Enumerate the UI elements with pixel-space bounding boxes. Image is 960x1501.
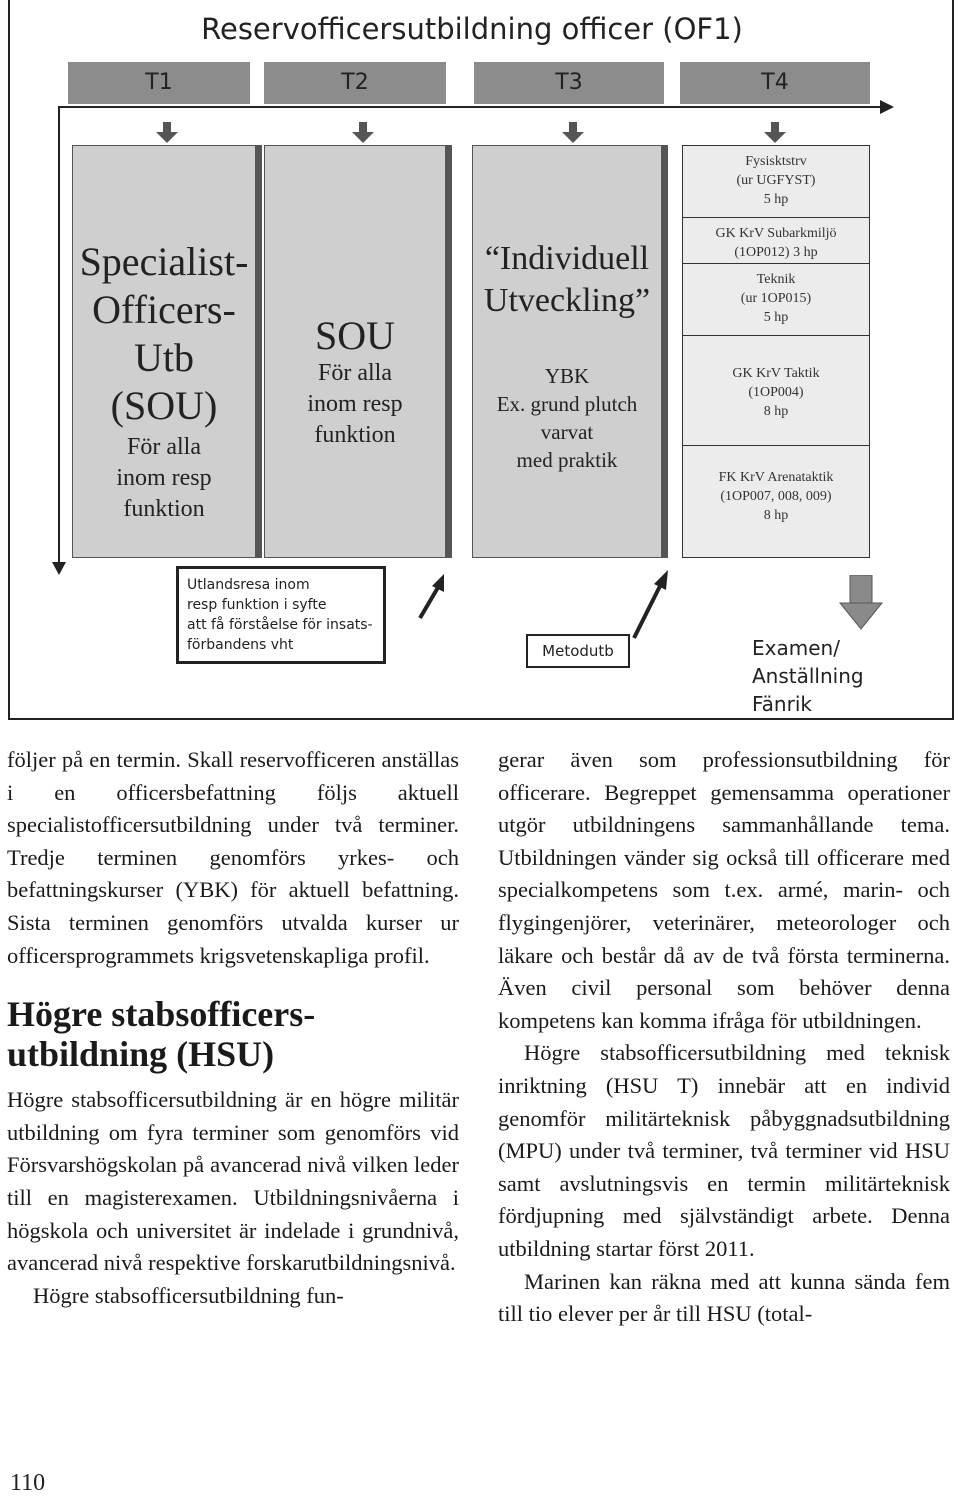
- vertical-arrowhead-icon: [52, 562, 66, 575]
- timeline-arrowhead-icon: [880, 100, 894, 114]
- term-label-t4: T4: [761, 70, 789, 95]
- section-heading: Högre stabsofficers- utbildning (HSU): [7, 994, 316, 1075]
- column-courses-t4: [682, 145, 870, 558]
- col1-subtext: För alla inom resp funktion: [116, 434, 212, 522]
- up-arrow-icon: [410, 568, 450, 624]
- column-sou-t1: [72, 145, 256, 558]
- right-column: [498, 744, 950, 1331]
- left-column: [7, 744, 459, 1312]
- abroad-trip-box: Utlandsresa inom resp funktion i syfte att få förståelse för insats- förbandens vht: [176, 566, 386, 664]
- course-item: Fysisktstrv (ur UGFYST) 5 hp: [683, 146, 869, 218]
- col1-heading: Specialist- Officers- Utb (SOU): [79, 239, 249, 428]
- col3-heading: “Individuell Utveckling”: [483, 240, 651, 319]
- left-paragraph-2: Högre stabsofficersutbildning är en högre militär utbildning om fyra terminer som genomförs vid Försvarshögskolan på avancerad nivå vilken leder till en magisterexamen. Utbildningsnivåerna i högskola och universitet är indelade i grundnivå, avancerad nivå respektive forskarutbildningsnivå.: [7, 1087, 459, 1276]
- term-label-t3: T3: [555, 70, 583, 95]
- column-individual-t3: [472, 145, 662, 558]
- down-arrow-icon: [838, 575, 884, 631]
- left-paragraph-3: Högre stabsofficersutbildning fun-: [33, 1282, 344, 1308]
- timeline-arrow: [58, 106, 884, 108]
- method-box: Metodutb: [526, 634, 630, 668]
- up-arrow-icon: [628, 566, 674, 642]
- col3-subtext: YBK Ex. grund plutch varvat med praktik: [496, 364, 638, 472]
- exam-text: Examen/ Anställning Fänrik: [752, 636, 864, 716]
- course-item: FK KrV Arenataktik (1OP007, 008, 009) 8 hp: [683, 446, 869, 557]
- left-paragraph-1: följer på en termin. Skall reservofficeren anställas i en officersbefattning följs aktuell specialistofficersutbildning under två terminer. Tredje terminen genomförs yrkes- och befattningskurser (YBK) för aktuell befattning. Sista terminen genomförs utvalda kurser ur officersprogrammets krigsvetenskapliga profil.: [7, 747, 459, 968]
- course-item: Teknik (ur 1OP015) 5 hp: [683, 264, 869, 336]
- page-number: 110: [10, 1470, 46, 1496]
- course-item: GK KrV Taktik (1OP004) 8 hp: [683, 336, 869, 446]
- col2-subtext: För alla inom resp funktion: [307, 360, 403, 448]
- diagram-title: Reservofficersutbildning officer (OF1): [201, 12, 743, 46]
- vertical-line: [58, 106, 60, 566]
- right-paragraph-2: Högre stabsofficersutbildning med teknisk inriktning (HSU T) innebär att en individ genomför militärteknisk påbyggnadsutbildning (MPU) under två terminer, två terminer vid HSU samt avslutningsvis en termin militärteknisk fördjupning med självständigt arbete. Denna utbildning startar först 2011.: [498, 1040, 950, 1261]
- course-item: GK KrV Subarkmiljö (1OP012) 3 hp: [683, 218, 869, 264]
- right-paragraph-1: gerar även som professionsutbildning för officerare. Begreppet gemensamma operationer utgör utbildningens sammanhållande tema. Utbildningen vänder sig också till officerare med specialkompetens som t.ex. armé, marin- och flygingenjörer, veterinärer, meteorologer och läkare och består då av de två första terminerna. Även civil personal som behöver denna kompetens kan komma ifråga för utbildningen.: [498, 747, 950, 1033]
- column-sou-t2: [264, 145, 446, 558]
- term-label-t1: T1: [145, 70, 173, 95]
- col2-heading: SOU: [314, 313, 396, 358]
- term-label-t2: T2: [341, 70, 369, 95]
- right-paragraph-3: Marinen kan räkna med att kunna sända fem till tio elever per år till HSU (total-: [498, 1268, 950, 1327]
